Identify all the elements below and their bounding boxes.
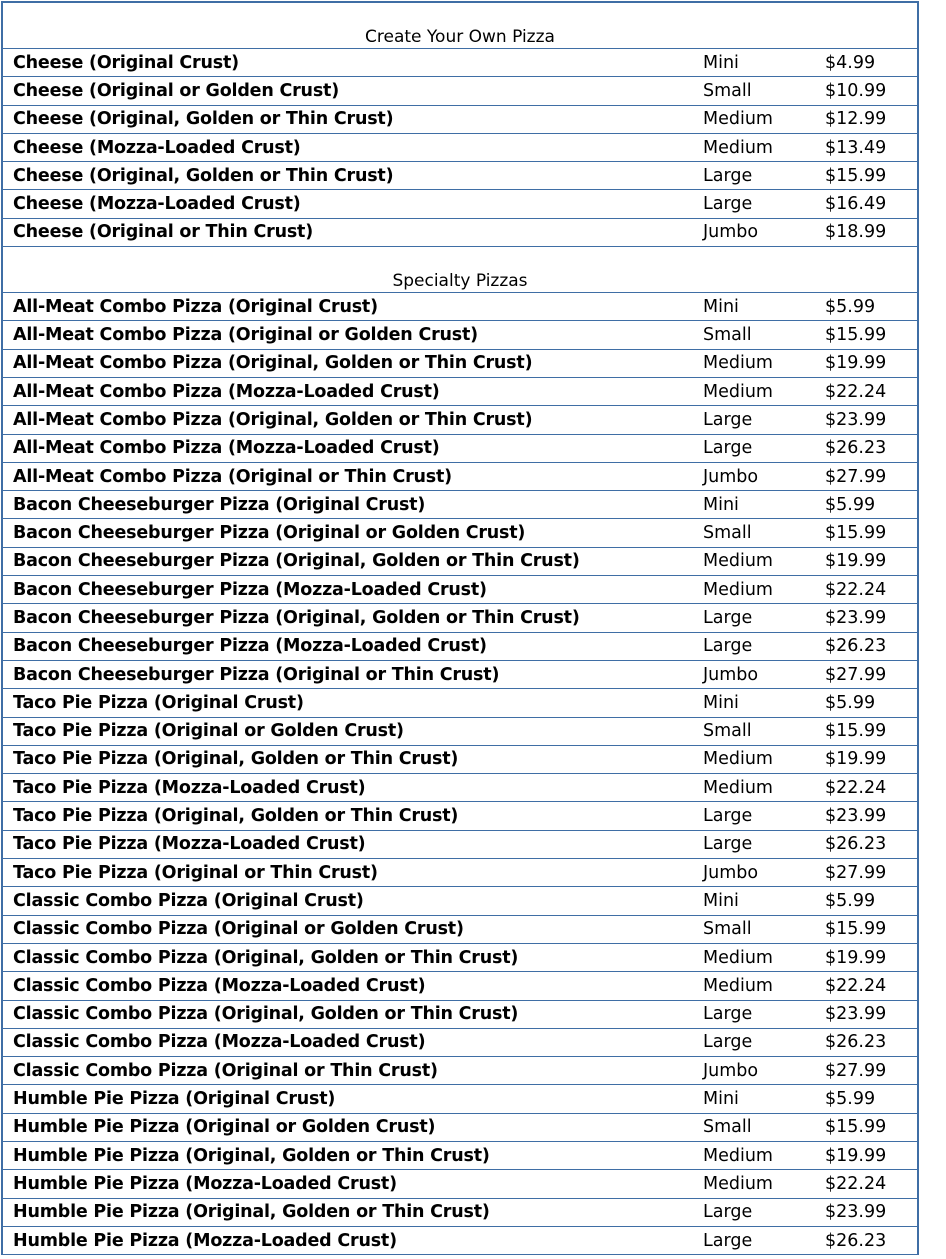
table-row bbox=[3, 491, 917, 519]
pizza-size-cell: Small bbox=[703, 721, 752, 742]
pizza-size-cell: Large bbox=[703, 636, 753, 657]
pizza-price-cell: $15.99 bbox=[825, 523, 887, 544]
pizza-size-cell: Medium bbox=[703, 1145, 773, 1166]
pizza-name-cell: Classic Combo Pizza (Original, Golden or Thin Crust) bbox=[13, 1004, 519, 1025]
pizza-price-cell: $5.99 bbox=[825, 296, 876, 317]
pizza-price-cell: $5.99 bbox=[825, 1089, 876, 1110]
table-row bbox=[3, 689, 917, 717]
table-row bbox=[3, 774, 917, 802]
pizza-price-cell: $15.99 bbox=[825, 721, 887, 742]
pizza-name-cell: Bacon Cheeseburger Pizza (Mozza-Loaded Crust) bbox=[13, 579, 487, 600]
pizza-size-cell: Medium bbox=[703, 109, 773, 130]
pizza-size-cell: Mini bbox=[703, 890, 739, 911]
pizza-name-cell: Cheese (Original, Golden or Thin Crust) bbox=[13, 165, 394, 186]
table-row bbox=[3, 519, 917, 547]
pizza-name-cell: Classic Combo Pizza (Original or Golden Crust) bbox=[13, 919, 464, 940]
table-row bbox=[3, 435, 917, 463]
table-row bbox=[3, 633, 917, 661]
pizza-size-cell: Large bbox=[703, 834, 753, 855]
pizza-size-cell: Jumbo bbox=[703, 664, 759, 685]
table-row bbox=[3, 944, 917, 972]
pizza-price-cell: $22.24 bbox=[825, 381, 887, 402]
table-row bbox=[3, 77, 917, 105]
pizza-price-cell: $26.23 bbox=[825, 1032, 887, 1053]
pizza-size-cell: Large bbox=[703, 806, 753, 827]
section-create-your-own bbox=[3, 49, 917, 247]
pizza-name-cell: Bacon Cheeseburger Pizza (Original or Thin Crust) bbox=[13, 664, 500, 685]
table-row bbox=[3, 350, 917, 378]
pizza-price-cell: $26.23 bbox=[825, 636, 887, 657]
pizza-name-cell: Cheese (Original or Golden Crust) bbox=[13, 80, 339, 101]
pizza-price-cell: $5.99 bbox=[825, 494, 876, 515]
pizza-price-cell: $15.99 bbox=[825, 325, 887, 346]
pizza-price-cell: $23.99 bbox=[825, 409, 887, 430]
pizza-price-cell: $23.99 bbox=[825, 806, 887, 827]
table-row bbox=[3, 134, 917, 162]
pizza-size-cell: Medium bbox=[703, 1173, 773, 1194]
pizza-size-cell: Large bbox=[703, 1004, 753, 1025]
table-row bbox=[3, 219, 917, 247]
pizza-price-cell: $27.99 bbox=[825, 862, 887, 883]
pizza-name-cell: Cheese (Original or Thin Crust) bbox=[13, 222, 314, 243]
pizza-name-cell: Taco Pie Pizza (Original or Golden Crust) bbox=[13, 721, 404, 742]
table-row bbox=[3, 1142, 917, 1170]
pizza-size-cell: Medium bbox=[703, 975, 773, 996]
table-row bbox=[3, 1199, 917, 1227]
pizza-name-cell: Humble Pie Pizza (Original, Golden or Thin Crust) bbox=[13, 1145, 490, 1166]
pizza-price-cell: $19.99 bbox=[825, 1145, 887, 1166]
pizza-size-cell: Small bbox=[703, 325, 752, 346]
pizza-size-cell: Small bbox=[703, 523, 752, 544]
pizza-size-cell: Medium bbox=[703, 137, 773, 158]
table-row bbox=[3, 321, 917, 349]
section-title-create-your-own: Create Your Own Pizza bbox=[3, 3, 917, 49]
pizza-name-cell: Taco Pie Pizza (Original, Golden or Thin Crust) bbox=[13, 749, 459, 770]
table-row bbox=[3, 162, 917, 190]
pizza-size-cell: Jumbo bbox=[703, 1060, 759, 1081]
pizza-price-cell: $19.99 bbox=[825, 947, 887, 968]
pizza-price-cell: $19.99 bbox=[825, 353, 887, 374]
pizza-name-cell: Classic Combo Pizza (Original Crust) bbox=[13, 890, 364, 911]
table-row bbox=[3, 831, 917, 859]
pizza-name-cell: All-Meat Combo Pizza (Original, Golden or Thin Crust) bbox=[13, 409, 533, 430]
pizza-name-cell: Taco Pie Pizza (Original or Thin Crust) bbox=[13, 862, 378, 883]
pizza-price-cell: $27.99 bbox=[825, 664, 887, 685]
pizza-size-cell: Large bbox=[703, 438, 753, 459]
table-row bbox=[3, 49, 917, 77]
pizza-price-cell: $5.99 bbox=[825, 692, 876, 713]
pizza-size-cell: Small bbox=[703, 1117, 752, 1138]
table-row bbox=[3, 1001, 917, 1029]
table-row bbox=[3, 604, 917, 632]
table-row bbox=[3, 190, 917, 218]
pizza-size-cell: Small bbox=[703, 919, 752, 940]
pizza-name-cell: All-Meat Combo Pizza (Original Crust) bbox=[13, 296, 378, 317]
pizza-name-cell: Cheese (Original, Golden or Thin Crust) bbox=[13, 109, 394, 130]
pizza-name-cell: Taco Pie Pizza (Mozza-Loaded Crust) bbox=[13, 777, 366, 798]
pizza-size-cell: Medium bbox=[703, 381, 773, 402]
pizza-name-cell: Bacon Cheeseburger Pizza (Original, Golden or Thin Crust) bbox=[13, 551, 580, 572]
pizza-size-cell: Medium bbox=[703, 777, 773, 798]
pizza-size-cell: Large bbox=[703, 1032, 753, 1053]
table-row bbox=[3, 887, 917, 915]
pizza-size-cell: Medium bbox=[703, 749, 773, 770]
pizza-name-cell: Classic Combo Pizza (Mozza-Loaded Crust) bbox=[13, 975, 426, 996]
table-row bbox=[3, 916, 917, 944]
pizza-name-cell: Humble Pie Pizza (Original Crust) bbox=[13, 1089, 336, 1110]
table-row bbox=[3, 1029, 917, 1057]
pizza-name-cell: All-Meat Combo Pizza (Original or Thin Crust) bbox=[13, 466, 452, 487]
table-row bbox=[3, 1170, 917, 1198]
pizza-size-cell: Mini bbox=[703, 296, 739, 317]
pizza-price-cell: $5.99 bbox=[825, 890, 876, 911]
table-row bbox=[3, 406, 917, 434]
pizza-size-cell: Large bbox=[703, 409, 753, 430]
pizza-name-cell: All-Meat Combo Pizza (Original or Golden Crust) bbox=[13, 325, 478, 346]
pizza-price-cell: $22.24 bbox=[825, 579, 887, 600]
pizza-name-cell: All-Meat Combo Pizza (Mozza-Loaded Crust) bbox=[13, 381, 440, 402]
pizza-size-cell: Small bbox=[703, 80, 752, 101]
pizza-size-cell: Medium bbox=[703, 551, 773, 572]
section-title-specialty: Specialty Pizzas bbox=[3, 247, 917, 293]
pizza-price-cell: $26.23 bbox=[825, 1230, 887, 1251]
pizza-name-cell: Classic Combo Pizza (Original or Thin Crust) bbox=[13, 1060, 438, 1081]
pizza-size-cell: Medium bbox=[703, 579, 773, 600]
pizza-price-cell: $23.99 bbox=[825, 1202, 887, 1223]
pizza-name-cell: Taco Pie Pizza (Original Crust) bbox=[13, 692, 304, 713]
pizza-price-cell: $22.24 bbox=[825, 777, 887, 798]
pizza-name-cell: Cheese (Mozza-Loaded Crust) bbox=[13, 137, 301, 158]
pizza-price-cell: $19.99 bbox=[825, 551, 887, 572]
pizza-price-cell: $23.99 bbox=[825, 1004, 887, 1025]
table-row bbox=[3, 859, 917, 887]
pizza-size-cell: Medium bbox=[703, 353, 773, 374]
pizza-price-cell: $15.99 bbox=[825, 165, 887, 186]
pizza-name-cell: Cheese (Mozza-Loaded Crust) bbox=[13, 194, 301, 215]
pizza-name-cell: Taco Pie Pizza (Mozza-Loaded Crust) bbox=[13, 834, 366, 855]
pizza-price-cell: $16.49 bbox=[825, 194, 887, 215]
pizza-price-cell: $27.99 bbox=[825, 466, 887, 487]
pizza-name-cell: Classic Combo Pizza (Mozza-Loaded Crust) bbox=[13, 1032, 426, 1053]
pizza-size-cell: Jumbo bbox=[703, 466, 759, 487]
pizza-price-cell: $10.99 bbox=[825, 80, 887, 101]
pizza-price-cell: $26.23 bbox=[825, 438, 887, 459]
pizza-size-cell: Mini bbox=[703, 1089, 739, 1110]
table-row bbox=[3, 293, 917, 321]
pizza-price-cell: $12.99 bbox=[825, 109, 887, 130]
pizza-size-cell: Medium bbox=[703, 947, 773, 968]
section-specialty-pizzas bbox=[3, 293, 917, 1255]
pizza-size-cell: Large bbox=[703, 194, 753, 215]
table-row bbox=[3, 972, 917, 1000]
pizza-name-cell: Bacon Cheeseburger Pizza (Original, Golden or Thin Crust) bbox=[13, 607, 580, 628]
pizza-price-cell: $19.99 bbox=[825, 749, 887, 770]
pizza-price-cell: $13.49 bbox=[825, 137, 887, 158]
table-row bbox=[3, 576, 917, 604]
table-row bbox=[3, 1085, 917, 1113]
table-row bbox=[3, 802, 917, 830]
pizza-price-cell: $15.99 bbox=[825, 919, 887, 940]
pizza-size-cell: Jumbo bbox=[703, 862, 759, 883]
pizza-price-cell: $26.23 bbox=[825, 834, 887, 855]
pizza-size-cell: Mini bbox=[703, 692, 739, 713]
pizza-size-cell: Large bbox=[703, 607, 753, 628]
table-row bbox=[3, 746, 917, 774]
pizza-name-cell: All-Meat Combo Pizza (Mozza-Loaded Crust) bbox=[13, 438, 440, 459]
pizza-name-cell: Humble Pie Pizza (Mozza-Loaded Crust) bbox=[13, 1173, 397, 1194]
pizza-name-cell: Humble Pie Pizza (Mozza-Loaded Crust) bbox=[13, 1230, 397, 1251]
pizza-name-cell: Bacon Cheeseburger Pizza (Mozza-Loaded Crust) bbox=[13, 636, 487, 657]
pizza-name-cell: Bacon Cheeseburger Pizza (Original Crust) bbox=[13, 494, 426, 515]
table-row bbox=[3, 106, 917, 134]
pizza-price-cell: $18.99 bbox=[825, 222, 887, 243]
pizza-size-cell: Mini bbox=[703, 52, 739, 73]
pizza-price-cell: $4.99 bbox=[825, 52, 876, 73]
pizza-name-cell: Humble Pie Pizza (Original, Golden or Thin Crust) bbox=[13, 1202, 490, 1223]
pizza-price-cell: $27.99 bbox=[825, 1060, 887, 1081]
table-row bbox=[3, 548, 917, 576]
table-row bbox=[3, 1057, 917, 1085]
pizza-price-cell: $15.99 bbox=[825, 1117, 887, 1138]
pizza-price-cell: $22.24 bbox=[825, 975, 887, 996]
table-row bbox=[3, 1114, 917, 1142]
pizza-size-cell: Large bbox=[703, 165, 753, 186]
pizza-price-cell: $22.24 bbox=[825, 1173, 887, 1194]
pizza-name-cell: Taco Pie Pizza (Original, Golden or Thin Crust) bbox=[13, 806, 459, 827]
menu-price-table bbox=[1, 1, 919, 1255]
pizza-price-cell: $23.99 bbox=[825, 607, 887, 628]
pizza-size-cell: Large bbox=[703, 1230, 753, 1251]
pizza-name-cell: Humble Pie Pizza (Original or Golden Crust) bbox=[13, 1117, 436, 1138]
table-row bbox=[3, 1227, 917, 1255]
pizza-size-cell: Mini bbox=[703, 494, 739, 515]
pizza-name-cell: Bacon Cheeseburger Pizza (Original or Golden Crust) bbox=[13, 523, 526, 544]
table-row bbox=[3, 378, 917, 406]
pizza-size-cell: Jumbo bbox=[703, 222, 759, 243]
pizza-name-cell: Cheese (Original Crust) bbox=[13, 52, 239, 73]
table-row bbox=[3, 463, 917, 491]
pizza-name-cell: All-Meat Combo Pizza (Original, Golden or Thin Crust) bbox=[13, 353, 533, 374]
pizza-size-cell: Large bbox=[703, 1202, 753, 1223]
table-row bbox=[3, 718, 917, 746]
pizza-name-cell: Classic Combo Pizza (Original, Golden or Thin Crust) bbox=[13, 947, 519, 968]
table-row bbox=[3, 661, 917, 689]
